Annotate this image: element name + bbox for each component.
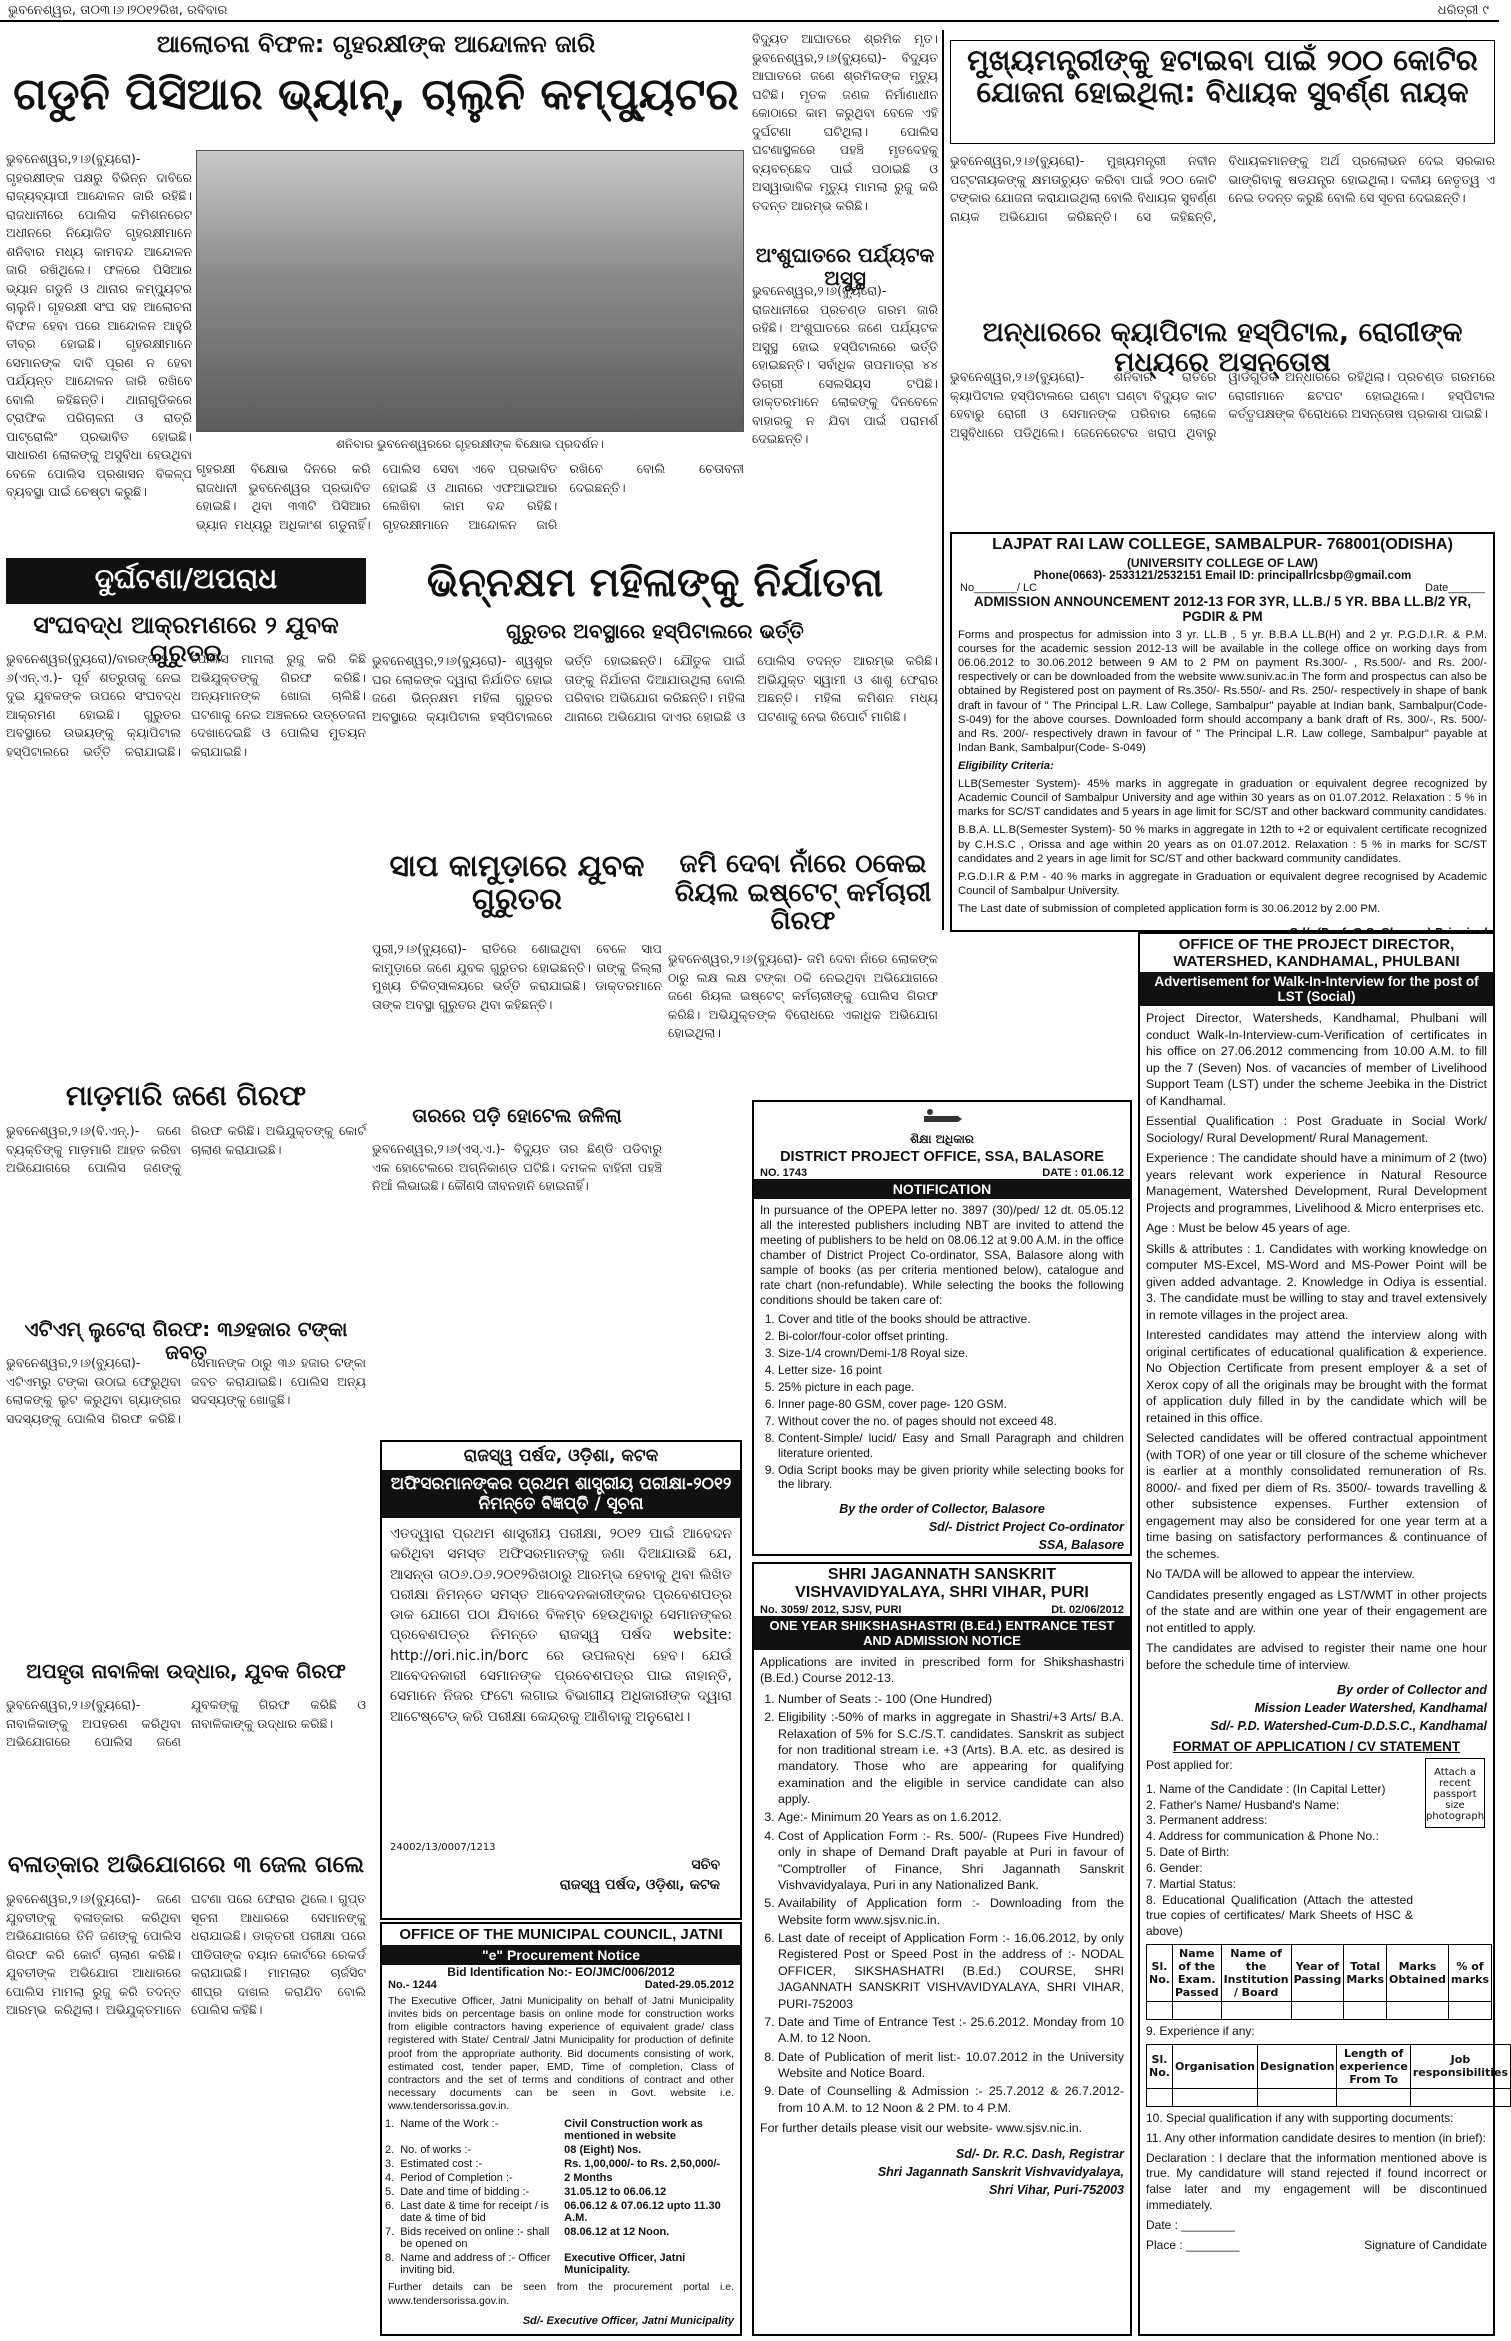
ad-kdm-edu-table [1146, 1944, 1492, 2020]
list-item: 5. Availability of Application form :- Downloading from the Website form www.sjsv.nic.in. [778, 1895, 1124, 1928]
jatni-cell: 2 Months [564, 2172, 613, 2185]
jatni-cell: Estimated cost :- [400, 2158, 483, 2171]
table-header-cell: Sl. No. [1147, 2044, 1173, 2088]
ad-lr-p5: The Last date of submission of completed application form is 30.06.2012 by 2.00 PM. [958, 902, 1381, 915]
jatni-cell: Civil Construction work as mentioned in website [564, 2118, 703, 2143]
table-header-cell: Designation [1258, 2044, 1337, 2088]
ad-revenue-code: 24002/13/0007/1213 [390, 1842, 496, 1853]
jatni-cell: 1. [385, 2118, 395, 2131]
list-item: 1. Cover and title of the books should be attractive. [778, 1312, 1124, 1327]
table-header-cell: Marks Obtained [1387, 1945, 1449, 2002]
ad-kdm-date: Date : ________ [1146, 2217, 1235, 2232]
jatni-cell: Rs. 1,00,000/- to Rs. 2,50,000/- [564, 2158, 721, 2171]
jatni-cell: No. of works :- [400, 2144, 472, 2157]
form-field-label: 4. Address for communication & Phone No.: [1146, 1829, 1379, 1844]
ad-kdm-p9: Candidates presently engaged as LST/WMT in other projects of the state and are within one year of their engagement are not entitled to apply. [1146, 1587, 1487, 1635]
list-item: 2. Eligibility :-50% of marks in aggregate in Shastri/+3 Arts/ B.A. Relaxation of 5% for S.C./S.T. candidates. Sanskrit as subject for non traditional stream i.e. +3 (Arts). B.A. etc. as desired is mandatory. Those who are appearing for qualifying examination and the eligible in service candidate can also apply. [778, 1709, 1124, 1807]
ad-jatni [380, 1922, 742, 2336]
ad-kdm-p7: Selected candidates will be offered contractual appointment (with TOR) of one year or till closure of the scheme whichever is earlier at a monthly consolidated remuneration of Rs. 8000/- and fixed per diem of Rs. 3500/- towards travelling & other subsistence expenses. Further extension of engagement may also be considered for one year term at a time basing on satisfactory performances & continuance of the schemes. [1146, 1431, 1487, 1561]
ad-revenue-title1: ରାଜସ୍ୱ ପର୍ଷଦ, ଓଡ଼ିଶା, କଟକ [463, 1446, 659, 1466]
ad-revenue-board [380, 1440, 742, 1920]
story4-body: ଭୁବନେଶ୍ୱର,୨।୬(ବ୍ୟୁରୋ)- ଶନିବାର ରାତିରେ କ୍ୟାପିଟାଲ ହସ୍ପିଟାଲରେ ଘଣ୍ଟା ଘଣ୍ଟା ବିଦ୍ୟୁତ କାଟ ହେବାରୁ ରୋଗୀ ଓ ସେମାନଙ୍କ ପରିବାର ଲୋକେ ଅସୁବିଧାରେ ପଡିଥିଲେ। ଜେନେରେଟର ଖରାପ ଥିବାରୁ ୱାର୍ଡଗୁଡିକ ଅନ୍ଧାରରେ ରହିଥିଲା। ପ୍ରଚଣ୍ଡ ଗରମରେ ରୋଗୀମାନେ ଛଟପଟ ହୋଇଥିଲେ। ହସ୍ପିଟାଲ କର୍ତ୍ତୃପକ୍ଷଙ୍କ ବିରୋଧରେ ଅସନ୍ତୋଷ ପ୍ରକାଶ ପାଇଛି। [950, 369, 1495, 440]
ad-jatni-bar: "e" Procurement Notice [382, 1945, 740, 1965]
list-item: 8. Date of Publication of merit list:- 10.07.2012 in the University Website and Notice Board. [778, 2049, 1124, 2082]
ad-lr-criteria-title: Eligibility Criteria: [958, 759, 1054, 772]
story6-body: ପୁରୀ,୨।୬(ବ୍ୟୁରୋ)- ରାତିରେ ଶୋଇଥିବା ବେଳେ ସାପ କାମୁଡ଼ାରେ ଜଣେ ଯୁବକ ଗୁରୁତର ହୋଇଛନ୍ତି। ତାଙ୍କୁ ଜିଲ୍ଲା ମୁଖ୍ୟ ଚିକିତ୍ସାଳୟରେ ଭର୍ତ୍ତି କରାଯାଇଛି। ଡାକ୍ତରମାନେ ତାଙ୍କ ଅବସ୍ଥା ଗୁରୁତର ଥିବା କହିଛନ୍ତି। [372, 941, 662, 1012]
ad-jatni-intro: The Executive Officer, Jatni Municipality on behalf of Jatni Municipality invites bids on percentage basis on online mode for construction works from eligible contractors having experience of equivalent grade/ class registered with State/ Central/ Jatni Municipality for production of definite proof from the appropriate authority. Bid documents consisting of work, estimated cost, tender paper, EMD, Time of completion, Class of contractors and the set of terms and conditions of contract and other necessary documents can be seen in Govt. website i.e. www.tendersorissa.gov.in. [388, 1995, 734, 2112]
table-header-cell: Year of Passing [1291, 1945, 1344, 2002]
story3-body: ଭୁବନେଶ୍ୱର,୨।୬(ବ୍ୟୁରୋ)- ମୁଖ୍ୟମନ୍ତ୍ରୀ ନବୀନ ପଟ୍ଟନାୟକଙ୍କୁ କ୍ଷମତାଚ୍ୟୁତ କରିବା ପାଇଁ ୨୦୦ କୋଟି ଟଙ୍କାର ଯୋଜନା କରାଯାଇଥିଲା ବୋଲି ବିଧାୟକ ସୁବର୍ଣ୍ଣ ନାୟକ ଅଭିଯୋଗ କରିଛନ୍ତି। ସେ କହିଛନ୍ତି, ବିଧାୟକମାନଙ୍କୁ ଅର୍ଥ ପ୍ରଲୋଭନ ଦେଇ ସରକାର ଭାଙ୍ଗିବାକୁ ଷଡଯନ୍ତ୍ର ହୋଇଥିଲା। ଦଳୀୟ ନେତୃତ୍ୱ ଏ ନେଇ ତଦନ୍ତ କରୁଛି ବୋଲି ସେ ସୂଚନା ଦେଇଛନ୍ତି। [950, 153, 1495, 224]
jatni-cell: Last date & time for receipt / is date & time of bid [400, 2200, 549, 2225]
ad-kdm-photo-box: Attach a recent passport size photograph [1425, 1758, 1485, 1828]
list-item: 6. Inner page-80 GSM, cover page- 120 GSM. [778, 1397, 1124, 1412]
story1-body-bottom: ଗୃହରକ୍ଷୀ ବିକ୍ଷୋଭ ଦିନରେ କରି ରାଜଧାନୀ ଭୁବନେଶ୍ୱର ପ୍ରଭାବିତ ହୋଇଛି। ଥିବା ୩୩ଟି ପିସିଆର ଭ୍ୟାନ ମଧ୍ୟରୁ ଅଧିକାଂଶ ଗଡୁନାହିଁ। ପୋଲିସ ସେବା ଏବେ ପ୍ରଭାବିତ ହୋଇଛି ଓ ଥାନାରେ ଏଫଆଇଆର ଲେଖିବା କାମ ବନ୍ଦ ରହିଛି। ଗୃହରକ୍ଷୀମାନେ ଆନ୍ଦୋଳନ ଜାରି ରଖିବେ ବୋଲି ଚେତାବନୀ ଦେଇଛନ୍ତି। [196, 461, 744, 532]
list-item: 7. Date and Time of Entrance Test :- 25.6.2012. Monday from 10 A.M. to 12 Noon. [778, 2014, 1124, 2047]
jatni-row [382, 2171, 740, 2185]
list-item: 9. Date of Counselling & Admission :- 25.7.2012 & 26.7.2012- from 10 A.M. to 12 Noon & 2 PM. to 4 P.M. [778, 2083, 1124, 2116]
ad-ssa-title: DISTRICT PROJECT OFFICE, SSA, BALASORE [780, 1149, 1104, 1165]
jatni-cell: 08.06.12 at 12 Noon. [564, 2226, 670, 2239]
table-header-cell: Job responsibilities [1410, 2044, 1510, 2088]
ad-jatni-no: No.- 1244 [388, 1979, 437, 1991]
table-header-cell: Sl. No. [1147, 1945, 1173, 2002]
ad-sjsv-sign1: Sd/- Dr. R.C. Dash, Registrar [955, 2146, 1124, 2161]
section-banner: ଦୁର୍ଘଟଣା/ଅପରାଧ [6, 558, 366, 604]
jatni-row [382, 2199, 740, 2225]
ad-kdm-bar: Advertisement for Walk-In-Interview for the post of LST (Social) [1140, 972, 1493, 1006]
jatni-cell: 2. [385, 2144, 395, 2157]
list-item: 3. Age:- Minimum 20 Years as on 1.6.2012. [778, 1809, 1124, 1825]
ad-lr-sub: (UNIVERSITY COLLEGE OF LAW) [1126, 556, 1319, 570]
ad-kdm-p4: Age : Must be below 45 years of age. [1146, 1221, 1351, 1235]
ad-lr-p4: P.G.D.I.R & P.M - 40 % marks in aggregate in Graduation or equivalent degree recognised by Academic Council of Sambalpur University. [958, 870, 1487, 897]
story5-subhead: ଗୁରୁତର ଅବସ୍ଥାରେ ହସ୍ପିଟାଲରେ ଭର୍ତ୍ତି [506, 619, 804, 643]
ad-ssa-sign2: SSA, Balasore [1038, 1538, 1124, 1553]
story6-headline: ସାପ କାମୁଡ଼ାରେ ଯୁବକ ଗୁରୁତର [389, 849, 645, 917]
list-item: 9. Odia Script books may be given priority while selecting books for the library. [778, 1463, 1124, 1493]
ad-lr-p2: LLB(Semester System)- 45% marks in aggregate in graduation or equivalent degree recognized by Academic Council of Sambalpur University and age within 30 years as on 01.07.2012. Relaxation : 5 % in marks for SC/ST candidates and 5 years in age limit for SC/ST and other backward community candidates. [958, 778, 1487, 819]
jatni-row [382, 2143, 740, 2157]
story6-body2: ଭୁବନେଶ୍ୱର,୨।୬(ଏସ୍.ଏ.)- ବିଦ୍ୟୁତ ତାର ଛିଣ୍ଡି ପଡିବାରୁ ଏକ ହୋଟେଲରେ ଅଗ୍ନିକାଣ୍ଡ ଘଟିଛି। ଦମକଳ ବାହିନୀ ପହଞ୍ଚି ନିଆଁ ଲିଭାଇଛି। କୌଣସି ଜୀବନହାନି ହୋଇନାହିଁ। [372, 1141, 662, 1193]
jatni-row [382, 2251, 740, 2277]
list-item: 1. Number of Seats :- 100 (One Hundred) [778, 1691, 1124, 1707]
ad-revenue-sign2: ରାଜସ୍ୱ ପର୍ଷଦ, ଓଡ଼ିଶା, କଟକ [559, 1877, 720, 1893]
list-item: 4. Cost of Application Form :- Rs. 500/- (Rupees Five Hundred) only in shape of Demand Draft payable at Puri in favour of "Comptroller of Finance, Shri Jagannath Sanskrit Vishvavidyalaya, Puri in any Nationalized Bank. [778, 1828, 1124, 1894]
story2-body2: ଭୁବନେଶ୍ୱର,୨।୬(ବ୍ୟୁରୋ)- ରାଜଧାନୀରେ ପ୍ରଚଣ୍ଡ ଗରମ ଜାରି ରହିଛି। ଅଂଶୁଘାତରେ ଜଣେ ପର୍ଯ୍ୟଟକ ଅସୁସ୍ଥ ହୋଇ ହସ୍ପିଟାଲରେ ଭର୍ତ୍ତି ହୋଇଛନ୍ତି। ସର୍ବାଧିକ ତାପମାତ୍ରା ୪୪ ଡିଗ୍ରୀ ସେଲସିୟସ ଟପିଛି। ଡାକ୍ତରମାନେ ଲୋକଙ୍କୁ ଦିନବେଳେ ବାହାରକୁ ନ ଯିବା ପାଇଁ ପରାମର୍ଶ ଦେଇଛନ୍ତି। [752, 283, 938, 446]
ad-kdm-q10: 10. Special qualification if any with supporting documents: [1146, 2110, 1454, 2125]
list-item: 5. 25% picture in each page. [778, 1380, 1124, 1395]
table-header-cell: Organisation [1172, 2044, 1257, 2088]
ad-ssa-conditions [760, 1312, 1124, 1493]
story2-body: ବିଦ୍ୟୁତ ଆଘାତରେ ଶ୍ରମିକ ମୃତ। ଭୁବନେଶ୍ୱର,୨।୬(ବ୍ୟୁରୋ)- ବିଦ୍ୟୁତ ଆଘାତରେ ଜଣେ ଶ୍ରମିକଙ୍କ ମୃତ୍ୟୁ ଘଟିଛି। ମୃତକ ଜଣକ ନିର୍ମାଣାଧୀନ କୋଠାରେ କାମ କରୁଥିବା ବେଳେ ଏହି ଦୁର୍ଘଟଣା ଘଟିଥିଲା। ପୋଲିସ ଘଟଣାସ୍ଥଳରେ ପହଞ୍ଚି ମୃତଦେହକୁ ବ୍ୟବଚ୍ଛେଦ ପାଇଁ ପଠାଇଛି ଓ ଅସ୍ୱାଭାବିକ ମୃତ୍ୟୁ ମାମଲା ରୁଜୁ କରି ତଦନ୍ତ ଆରମ୍ଭ କରିଛି। [752, 31, 938, 213]
ad-lr-no: No_______/ LC [960, 582, 1038, 594]
crime4-body: ଭୁବନେଶ୍ୱର,୨।୬(ବ୍ୟୁରୋ)- ନାବାଳିକାଙ୍କୁ ଅପହରଣ କରିଥିବା ଅଭିଯୋଗରେ ପୋଲିସ ଜଣେ ଯୁବକଙ୍କୁ ଗିରଫ କରିଛି ଓ ନାବାଳିକାଙ୍କୁ ଉଦ୍ଧାର କରିଛି। [6, 1697, 366, 1749]
ad-revenue-body: ଏତଦ୍ୱାରା ପ୍ରଥମ ଶାସ୍ତ୍ରୀୟ ପରୀକ୍ଷା, ୨୦୧୨ ପାଇଁ ଆବେଦନ କରିଥିବା ସମସ୍ତ ଅଫିସରମାନଙ୍କୁ ଜଣା ଦିଆଯାଉଛି ଯେ, ଆସନ୍ତା ତା୦୬.୦୬.୨୦୧୨ରିଖଠାରୁ ଆରମ୍ଭ ହେବାକୁ ଥିବା ଲିଖିତ ପରୀକ୍ଷା ନିମନ୍ତେ ସମସ୍ତ ଆବେଦନକାରୀଙ୍କର ପ୍ରବେଶପତ୍ର ଡାକ ଯୋଗେ ପଠା ଯିବାରେ ବିଳମ୍ବ ହେଉଥିବାରୁ ସେମାନଙ୍କର ପ୍ରବେଶପତ୍ର ନିମନ୍ତେ ରାଜସ୍ୱ ପର୍ଷଦ website: http://ori.nic.in/borc ରେ ଉପଲବ୍ଧ ହେବ। ଯେଉଁ ଆବେଦନକାରୀ ସେମାନଙ୍କ ପ୍ରବେଶପତ୍ର ପାଇ ନାହାନ୍ତି, ସେମାନେ ନିଜର ଫଟୋ ଲଗାଇ ବିଭାଗୀୟ ଅଧିକାରୀଙ୍କ ଦ୍ୱାରା ଆଟେଷ୍ଟେଡ୍ କରି ପରୀକ୍ଷା କେନ୍ଦ୍ରକୁ ଆଣିବାକୁ ଅନୁରୋଧ। [390, 1526, 732, 1725]
ad-sjsv-date: Dt. 02/06/2012 [1051, 1604, 1124, 1616]
pencil-logo-icon [922, 1106, 962, 1132]
story1-headline: ଗଡୁନି ପିସିଆର ଭ୍ୟାନ୍, ଚାଲୁନି କମ୍ପ୍ୟୁଟର [13, 69, 739, 120]
table-header-cell: Name of the Exam. Passed [1172, 1945, 1221, 2002]
jatni-cell: 6. [385, 2200, 395, 2213]
crime1-headline: ସଂଘବଦ୍ଧ ଆକ୍ରମଣରେ ୨ ଯୁବକ ଗୁରୁତର [33, 611, 339, 667]
story1-photo [196, 150, 744, 432]
ad-sjsv-bar: ONE YEAR SHIKSHASHASTRI (B.Ed.) ENTRANCE TEST AND ADMISSION NOTICE [754, 1616, 1130, 1650]
ad-ssa-balasore [752, 1100, 1132, 1556]
ad-revenue-title2: ଅଫିସରମାନଙ୍କର ପ୍ରଥମ ଶାସ୍ତ୍ରୀୟ ପରୀକ୍ଷା-୨୦୧୨ ନିମନ୍ତେ ବିଜ୍ଞପ୍ତି / ସୂଚନା [382, 1470, 740, 1518]
story5-headline: ଭିନ୍ନକ୍ଷମ ମହିଳାଙ୍କୁ ନିର୍ଯାତନା [426, 560, 884, 606]
ad-kdm-post: Post applied for: [1146, 1758, 1233, 1772]
ad-kdm-signature: Signature of Candidate [1364, 2237, 1487, 2252]
page-number: ଧରିତ୍ରୀ ୯ [1437, 3, 1489, 18]
jatni-cell: 08 (Eight) Nos. [564, 2144, 642, 2157]
ad-kdm-p10: The candidates are advised to register their name one hour before the schedule time of interview. [1146, 1641, 1487, 1672]
ad-ssa-sign1: Sd/- District Project Co-ordinator [928, 1520, 1124, 1535]
ad-sjsv [752, 1562, 1132, 2336]
form-field-label: 8. Educational Qualification (Attach the attested true copies of certificates/ Mark Sheets of HSC & above) [1146, 1892, 1413, 1939]
ad-kandhamal [1138, 932, 1509, 2336]
ad-ssa-intro: In pursuance of the OPEPA letter no. 3897 (30)/ped/ 12 dt. 05.05.12 all the interested publishers including NBT are invited to attend the meeting of publishers to be held on 08.06.12 at 9.00 A.M. in the office chamber of District Project Co-ordinator, SSA, Balasore along with sample of books (as per criteria mentioned below), catalogue and rate chart (non-refundable). While selecting the books the following conditions should be taken care of: [760, 1203, 1124, 1307]
ad-kdm-p5: Skills & attributes : 1. Candidates with working knowledge on computer MS-Excel, MS-Word and MS-Power Point will be given added advantage. 2. Knowledge in Odiya is essential. 3. The candidate must be willing to stay and travel extensively in remote villages in the project area. [1146, 1241, 1487, 1322]
table-header-cell: % of marks [1448, 1945, 1491, 2002]
ad-ssa-order: By the order of Collector, Balasore [839, 1502, 1045, 1517]
table-header-cell: Length of experience From To [1337, 2044, 1410, 2088]
form-field-label: 6. Gender: [1146, 1860, 1203, 1875]
jatni-cell: 5. [385, 2186, 395, 2199]
ad-lr-p3: B.B.A. LL.B(Semester System)- 50 % marks in aggregate in 12th to +2 or equivalent certificate recognized by C.H.S.C , Orissa and age within 20 years as on 01.07.2012. Relaxation : 5 % in marks for SC/ST candidates and 2 years in age limit for SC/ST and other backward community candidates. [958, 824, 1487, 865]
crime3-headline: ଏଟିଏମ୍ ଲୁଟେରା ଗିରଫ: ୩୬ହଜାର ଟଙ୍କା ଜବତ [24, 1317, 348, 1364]
story1-caption: ଶନିବାର ଭୁବନେଶ୍ୱରରେ ଗୃହରକ୍ଷୀଙ୍କ ବିକ୍ଷୋଭ ପ୍ରଦର୍ଶନ। [336, 437, 604, 451]
ad-ssa-no: NO. 1743 [760, 1167, 808, 1179]
story1-kicker: ଆଲୋଚନା ବିଫଳ: ଗୃହରକ୍ଷୀଙ୍କ ଆନ୍ଦୋଳନ ଜାରି [156, 30, 596, 58]
jatni-cell: Executive Officer, Jatni Municipality. [564, 2252, 686, 2277]
jatni-cell: 3. [385, 2158, 395, 2171]
jatni-cell: 8. [385, 2252, 395, 2265]
ad-sjsv-sign3: Shri Vihar, Puri-752003 [988, 2182, 1124, 2197]
ad-kdm-order: By order of Collector and [1336, 1683, 1487, 1697]
ad-kdm-format-title: FORMAT OF APPLICATION / CV STATEMENT [1172, 1739, 1461, 1754]
jatni-row [382, 2117, 740, 2143]
story7-body: ଭୁବନେଶ୍ୱର,୨।୬(ବ୍ୟୁରୋ)- ଜମି ଦେବା ନାଁରେ ଲୋକଙ୍କ ଠାରୁ ଲକ୍ଷ ଲକ୍ଷ ଟଙ୍କା ଠକି ନେଇଥିବା ଅଭିଯୋଗରେ ଜଣେ ରିୟଲ ଇଷ୍ଟେଟ୍ କର୍ମଚାରୀଙ୍କୁ ପୋଲିସ ଗିରଫ କରିଛି। ଅଭିଯୁକ୍ତଙ୍କ ବିରୋଧରେ ଏକାଧିକ ଅଭିଯୋଗ ହୋଇଥିଲା। [668, 951, 938, 1040]
ad-ssa-date: DATE : 01.06.12 [1042, 1167, 1124, 1179]
jatni-cell: Name of the Work :- [400, 2118, 499, 2131]
story4-headline: ଅନ୍ଧାରରେ କ୍ୟାପିଟାଲ ହସ୍ପିଟାଲ, ରୋଗୀଙ୍କ ମଧ୍ୟରେ ଅସନ୍ତୋଷ [982, 317, 1463, 378]
ad-ssa-logo-text: ଶିକ୍ଷା ଅଧିକାର [910, 1132, 974, 1146]
story7-headline: ଜମି ଦେବା ନାଁରେ ଠକେଇ ରିୟଲ ଇଷ୍ଟେଟ୍ କର୍ମଚାରୀ ଗିରଫ [674, 849, 932, 937]
ad-lr-heading: ADMISSION ANNOUNCEMENT 2012-13 FOR 3YR, LL.B./ 5 YR. BBA LL.B/2 YR, PGDIR & PM [973, 594, 1472, 624]
ad-kdm-p6: Interested candidates may attend the interview along with original certificates of educational qualification & experience. No Objection Certificate from present employer & a set of Xerox copy of all the originals may be brought with the format of application duly filled in by the candidate which will be retained in this office. [1146, 1328, 1487, 1425]
jatni-cell: Bids received on online :- shall be opened on [400, 2226, 550, 2251]
form-field-label: 7. Martial Status: [1146, 1876, 1237, 1891]
crime2-headline: ମାଡ଼ମାରି ଜଣେ ଗିରଫ [65, 1079, 307, 1112]
list-item: 4. Letter size- 16 point [778, 1363, 1124, 1378]
story6-subhead: ତାରରେ ପଡ଼ି ହୋଟେଲ ଜଳିଲା [412, 1105, 622, 1127]
jatni-cell: Name and address of :- Officer inviting bid. [400, 2252, 551, 2277]
ad-lr-law-college [950, 532, 1495, 932]
list-item: 2. Bi-color/four-color offset printing. [778, 1329, 1124, 1344]
crime5-body: ଭୁବନେଶ୍ୱର,୨।୬(ବ୍ୟୁରୋ)- ଜଣେ ଯୁବତୀଙ୍କୁ ବଳାତ୍କାର କରିଥିବା ଅଭିଯୋଗରେ ତିନି ଜଣଙ୍କୁ ପୋଲିସ ଗିରଫ କରି କୋର୍ଟ ଚାଲାଣ କରିଛି। ଯୁବତୀଙ୍କ ଅଭିଯୋଗ ଆଧାରରେ ପୋଲିସ ମାମଲା ରୁଜୁ କରି ତଦନ୍ତ ଆରମ୍ଭ କରିଥିଲା। ଅଭିଯୁକ୍ତମାନେ ଘଟଣା ପରେ ଫେରାର ଥିଲେ। ଗୁପ୍ତ ସୂଚନା ଆଧାରରେ ସେମାନଙ୍କୁ ଧରାଯାଇଛି। ଡାକ୍ତରୀ ପରୀକ୍ଷା ପରେ ପୀଡିତାଙ୍କ ବୟାନ କୋର୍ଟରେ ରେକର୍ଡ କରାଯାଇଛି। ମାମଲାର ଚାର୍ଜସିଟ ଶୀଘ୍ର ଦାଖଲ କରାଯିବ ବୋଲି ପୋଲିସ କହିଛି। [6, 1891, 366, 2017]
ad-jatni-bid: Bid Identification No:- EO/JMC/006/2012 [447, 1965, 675, 1979]
jatni-cell: 4. [385, 2172, 395, 2185]
ad-revenue-sign1: ସଚିବ [691, 1857, 720, 1873]
jatni-cell: 7. [385, 2226, 395, 2239]
story3-headline: ମୁଖ୍ୟମନ୍ତ୍ରୀଙ୍କୁ ହଟାଇବା ପାଇଁ ୨୦୦ କୋଟିର ଯୋଜନା ହୋଇଥିଲା: ବିଧାୟକ ସୁବର୍ଣ୍ଣ ନାୟକ [950, 40, 1495, 144]
crime4-headline: ଅପହୃତା ନାବାଳିକା ଉଦ୍ଧାର, ଯୁବକ ଗିରଫ [26, 1659, 346, 1683]
ad-kdm-exp-table [1146, 2044, 1511, 2107]
story1-body-left: ଭୁବନେଶ୍ୱର,୨।୬(ବ୍ୟୁରୋ)- ଗୃହରକ୍ଷୀଙ୍କ ପକ୍ଷରୁ ବିଭିନ୍ନ ଦାବିରେ ରାଜ୍ୟବ୍ୟାପୀ ଆନ୍ଦୋଳନ ଜାରି ରହିଛି। ରାଜଧାନୀରେ ପୋଲିସ କମିଶନରେଟ ଅଧୀନରେ ନିୟୋଜିତ ଗୃହରକ୍ଷୀମାନେ ଶନିବାର ମଧ୍ୟ କାମବନ୍ଦ ଆନ୍ଦୋଳନ ଜାରି ରଖିଥିଲେ। ଫଳରେ ପିସିଆର ଭ୍ୟାନ ଗଡୁନି ଓ ଥାନାର କମ୍ପ୍ୟୁଟର ଚାଲୁନି। ଗୃହରକ୍ଷୀ ସଂଘ ସହ ଆଲୋଚନା ବିଫଳ ହେବା ପରେ ଆନ୍ଦୋଳନ ଆହୁରି ତୀବ୍ର ହୋଇଛି। ଗୃହରକ୍ଷୀମାନେ ସେମାନଙ୍କ ଦାବି ପୂରଣ ନ ହେବା ପର୍ଯ୍ୟନ୍ତ ଆନ୍ଦୋଳନ ଜାରି ରଖିବେ ବୋଲି କହିଛନ୍ତି। ଥାନାଗୁଡିକରେ ଟ୍ରାଫିକ ପରିଚାଳନା ଓ ରାତ୍ରି ପାଟ୍ରୋଲିଂ ପ୍ରଭାବିତ ହୋଇଛି। ସାଧାରଣ ଲୋକଙ୍କୁ ଅସୁବିଧା ହେଉଥିବା ବେଳେ ପୋଲିସ ପ୍ରଶାସନ ବିକଳ୍ପ ବ୍ୟବସ୍ଥା ପାଇଁ ଚେଷ୍ଟା କରୁଛି। [6, 151, 192, 499]
ad-lr-title: LAJPAT RAI LAW COLLEGE, SAMBALPUR- 768001(ODISHA) [992, 536, 1453, 553]
jatni-cell: Period of Completion :- [400, 2172, 513, 2185]
ad-kdm-p8: No TA/DA will be allowed to appear the interview. [1146, 1567, 1415, 1581]
ad-kdm-decl: Declaration : I declare that the information mentioned above is true. My candidature will stand rejected if found incorrect or false later and my engagement will be discontinued immediately. [1146, 2150, 1487, 2213]
ad-kdm-exp: 9. Experience if any: [1146, 2024, 1255, 2039]
ad-sjsv-no: No. 3059/ 2012, SJSV, PURI [760, 1604, 902, 1616]
crime2-body: ଭୁବନେଶ୍ୱର,୨।୬(ବି.ଏନ୍.)- ଜଣେ ବ୍ୟକ୍ତିଙ୍କୁ ମାଡ଼ମାରି ଆହତ କରିବା ଅଭିଯୋଗରେ ପୋଲିସ ଜଣଙ୍କୁ ଗିରଫ କରିଛି। ଅଭିଯୁକ୍ତଙ୍କୁ କୋର୍ଟ ଚାଲାଣ କରାଯାଇଛି। [6, 1123, 366, 1175]
ad-sjsv-title: SHRI JAGANNATH SANSKRIT VISHVAVIDYALAYA, SHRI VIHAR, PURI [795, 1566, 1089, 1601]
crime3-body: ଭୁବନେଶ୍ୱର,୨।୬(ବ୍ୟୁରୋ)- ଏଟିଏମ୍ରୁ ଟଙ୍କା ଉଠାଇ ଫେରୁଥିବା ଲୋକଙ୍କୁ ଲୁଟ କରୁଥିବା ଗ୍ୟାଙ୍ଗର ସଦସ୍ୟଙ୍କୁ ପୋଲିସ ଗିରଫ କରିଛି। ସେମାନଙ୍କ ଠାରୁ ୩୬ ହଜାର ଟଙ୍କା ଜବତ କରାଯାଇଛି। ପୋଲିସ ଅନ୍ୟ ସଦସ୍ୟଙ୍କୁ ଖୋଜୁଛି। [6, 1355, 366, 1426]
page-header [0, 0, 1499, 22]
ad-kdm-q11: 11. Any other information candidate desires to mention (in brief): [1146, 2130, 1486, 2145]
ad-kdm-p1: Project Director, Watersheds, Kandhamal, Phulbani will conduct Walk-In-Interview-cum-Verification of certificates in his office on 27.06.2012 commencing from 10.00 A.M. to fill up the 7 (Seven) Nos. of vacancies of member of Livelihood Support Team (LST) under the scheme Jeebika in the District of Kandhamal. [1146, 1011, 1487, 1108]
story2-subhead: ଅଂଶୁଘାତରେ ପର୍ଯ୍ୟଟକ ଅସୁସ୍ଥ [755, 243, 935, 290]
ad-jatni-sign: Sd/- Executive Officer, Jatni Municipality [522, 2314, 734, 2327]
table-header-cell: Name of the Institution / Board [1221, 1945, 1291, 2002]
form-field-label: 2. Father's Name/ Husband's Name: [1146, 1797, 1340, 1812]
jatni-cell: 06.06.12 & 07.06.12 upto 11.30 A.M. [564, 2200, 721, 2225]
list-item: 7. Without cover the no. of pages should not exceed 48. [778, 1414, 1124, 1429]
list-item: 8. Content-Simple/ lucid/ Easy and Small Paragraph and children literature oriented. [778, 1431, 1124, 1461]
ad-ssa-bar: NOTIFICATION [754, 1179, 1130, 1199]
ad-jatni-title: OFFICE OF THE MUNICIPAL COUNCIL, JATNI [399, 1926, 723, 1943]
ad-jatni-table [382, 2117, 740, 2277]
ad-sjsv-intro: Applications are invited in prescribed form for Shikshashastri (B.Ed.) Course 2012-13. [760, 1655, 1124, 1686]
form-field-label: 3. Permanent address: [1146, 1813, 1268, 1828]
ad-kdm-title: OFFICE OF THE PROJECT DIRECTOR, WATERSHED, KANDHAMAL, PHULBANI [1173, 936, 1460, 970]
jatni-row [382, 2185, 740, 2199]
form-field-label: 5. Date of Birth: [1146, 1845, 1230, 1860]
form-field-label: 1. Name of the Candidate : (In Capital Letter) [1146, 1781, 1386, 1796]
ad-kdm-place: Place : ________ [1146, 2237, 1240, 2252]
ad-lr-date: Date______ [1425, 582, 1485, 594]
ad-jatni-footer: Further details can be seen from the procurement portal i.e. www.tendersorissa.gov.in. [388, 2281, 734, 2307]
ad-sjsv-items [760, 1691, 1124, 2116]
story5-body: ଭୁବନେଶ୍ୱର,୨।୬(ବ୍ୟୁରୋ)- ଶ୍ୱଶୁର ଘର ଲୋକଙ୍କ ଦ୍ୱାରା ନିର୍ଯାତିତ ହୋଇ ଜଣେ ଭିନ୍ନକ୍ଷମ ମହିଳା ଗୁରୁତର ଅବସ୍ଥାରେ କ୍ୟାପିଟାଲ ହସ୍ପିଟାଲରେ ଭର୍ତ୍ତି ହୋଇଛନ୍ତି। ଯୌତୁକ ପାଇଁ ତାଙ୍କୁ ନିର୍ଯାତନା ଦିଆଯାଉଥିଲା ବୋଲି ପରିବାର ଅଭିଯୋଗ କରିଛନ୍ତି। ମହିଳା ଥାନାରେ ଅଭିଯୋଗ ଦାଏର ହୋଇଛି ଓ ପୋଲିସ ତଦନ୍ତ ଆରମ୍ଭ କରିଛି। ଅଭିଯୁକ୍ତ ସ୍ୱାମୀ ଓ ଶାଶୁ ଫେରାର ଅଛନ୍ତି। ମହିଳା କମିଶନ ମଧ୍ୟ ଘଟଣାକୁ ନେଇ ରିପୋର୍ଟ ମାଗିଛି। [372, 653, 938, 724]
crime5-headline: ବଳାତ୍କାର ଅଭିଯୋଗରେ ୩ ଜେଲ ଗଲେ [7, 1852, 365, 1878]
ad-lr-p1: Forms and prospectus for admission into 3 yr. LL.B , 5 yr. B.B.A LL.B(H) and 2 yr. P.G.D.I.R. & P.M. courses for the academic session 2012-13 will be available in the college office on working days from 06.06.2012 to 30.06.2012 between 9 AM to 2 PM on payment Rs.300/- , Rs.500/- and Rs. 200/- respectively or can be downloaded from the website www.suniv.ac.in The form and prospectus can also be obtained by Registered post on payment of Rs.350/- Rs.550/- and Rs. 250/- respectively in shape of bank draft in favour of " The Principal L.R. Law College, Sambalpur" payable at Indian bank, Sambalpur(Code- S-049) for the above courses. Downloaded form should accompany a bank draft of Rs. 300/-, Rs. 500/- and Rs. 200/- respectively drawn in favour of " The Principal L.R. Law college, Sambalpur" payable at Indan Bank, Sambalpur(Code- S-049) [958, 629, 1487, 754]
list-item: 3. Size-1/4 crown/Demi-1/8 Royal size. [778, 1346, 1124, 1361]
jatni-cell: Date and time of bidding :- [400, 2186, 530, 2199]
ad-kdm-p3: Experience : The candidate should have a minimum of 2 (two) years relevant work experience in Natural Resource Management, Watershed Development, Rural Development Projects and programmes, Livelihood & Micro enterprises etc. [1146, 1151, 1487, 1215]
jatni-row [382, 2157, 740, 2171]
jatni-row [382, 2225, 740, 2251]
dateline: ଭୁବନେଶ୍ୱର, ତା୦୩।୬।୨୦୧୨ରିଖ, ରବିବାର [8, 3, 228, 18]
ad-sjsv-sign2: Shri Jagannath Sanskrit Vishvavidyalaya, [877, 2164, 1124, 2179]
ad-kdm-sign: Sd/- P.D. Watershed-Cum-D.D.S.C., Kandhamal [1210, 1719, 1487, 1733]
table-header-cell: Total Marks [1344, 1945, 1387, 2002]
list-item: 6. Last date of receipt of Application Form :- 16.06.2012, by only Registered Post or Speed Post in the address of :- NODAL OFFICER, SIKSHASHATRI (B.Ed.) COURSE, SHRI JAGANNATH SANSKRIT VISHVAVIDYALAYA, SHRI VIHAR, PURI-752003 [778, 1930, 1124, 2012]
ad-lr-phone: Phone(0663)- 2533121/2532151 Email ID: principallrlcsbp@gmail.com [1033, 570, 1412, 582]
column-rule [942, 30, 944, 930]
ad-kdm-p2: Essential Qualification : Post Graduate in Social Work/ Sociology/ Rural Development/ Rural Management. [1146, 1114, 1487, 1145]
crime1-body: ଭୁବନେଶ୍ୱର(ବ୍ୟୁରୋ)/ବାରଙ୍ଗ,୨।୬(ଏନ୍.ଏ.)- ପୂର୍ବ ଶତ୍ରୁତାକୁ ନେଇ ଦୁଇ ଯୁବକଙ୍କ ଉପରେ ସଂଘବଦ୍ଧ ଆକ୍ରମଣ ହୋଇଛି। ଗୁରୁତର ଅବସ୍ଥାରେ ଉଭୟଙ୍କୁ କ୍ୟାପିଟାଲ ହସ୍ପିଟାଲରେ ଭର୍ତ୍ତି କରାଯାଇଛି। ପୋଲିସ ମାମଲା ରୁଜୁ କରି କିଛି ଅଭିଯୁକ୍ତଙ୍କୁ ଗିରଫ କରିଛି। ଅନ୍ୟମାନଙ୍କ ଖୋଜା ଚାଲିଛି। ଘଟଣାକୁ ନେଇ ଅଞ୍ଚଳରେ ଉତ୍ତେଜନା ଦେଖାଦେଇଛି ଓ ପୋଲିସ ମୁତୟନ କରାଯାଇଛି। [6, 651, 366, 759]
jatni-cell: 31.05.12 to 06.06.12 [564, 2186, 667, 2199]
ad-sjsv-footer: For further details please visit our website- www.sjsv.nic.in. [760, 2121, 1083, 2136]
ad-jatni-date: Dated-29.05.2012 [644, 1979, 734, 1991]
ad-kdm-order2: Mission Leader Watershed, Kandhamal [1254, 1701, 1487, 1715]
